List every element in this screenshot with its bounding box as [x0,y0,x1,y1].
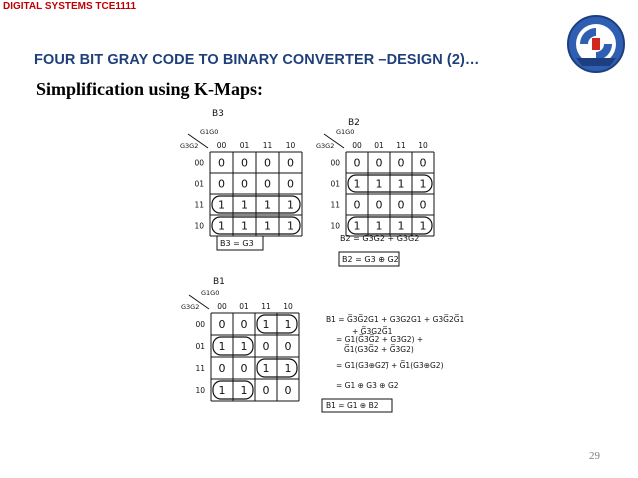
kmap-col-label: 11 [262,141,273,150]
page-number: 29 [589,450,600,462]
kmap-cell: 0 [262,384,270,397]
kmap-row-label: 01 [330,179,340,189]
kmap-col-label: 10 [285,141,296,150]
kmap-cell: 0 [218,362,226,375]
kmap-row-variable: G3G2 [180,142,199,150]
kmap-cell: 0 [397,156,405,170]
kmap-cell: 1 [262,362,270,375]
kmap-output-label: B3 [212,109,224,119]
derivation-line: B1 = G̅3G̅2G1 + G3G2G1 + G3G̅2G̅1 [326,315,465,324]
kmap-cell: 1 [241,219,248,233]
kmap-cell: 1 [419,219,427,233]
kmap-row-label: 11 [194,200,204,210]
kmap-output-label: B2 [348,118,360,128]
kmap-col-label: 11 [396,141,406,150]
kmap-cell: 1 [218,384,226,397]
kmap-cell: 1 [284,318,292,331]
kmap-result: B2 = G3̅G2 + G3G2̅ [340,234,420,243]
kmap-cell: 1 [264,219,271,233]
kmap-cell: 1 [287,219,294,233]
kmap-result: B3 = G3 [220,239,254,248]
kmap-row-label: 00 [194,158,204,168]
kmap-col-label: 10 [283,302,293,311]
kmap-cell: 1 [375,177,383,191]
kmap-cell: 0 [353,198,361,212]
kmap-cell: 0 [375,198,383,212]
kmap-cell: 1 [240,384,248,397]
kmap-col-variable: G1G0 [201,289,220,297]
kmap-cell: 0 [241,156,248,170]
kmap-cell: 0 [218,318,226,331]
kmap-col-label: 00 [216,141,227,150]
kmap-cell: 1 [419,177,427,191]
kmap-row-label: 10 [194,221,204,231]
kmap-col-label: 00 [217,302,227,311]
kmap-row-variable: G3G2 [316,142,335,150]
kmap-cell: 1 [397,219,405,233]
kmap-col-label: 01 [239,302,249,311]
derivation-line: = G1(G̅3G̅2 + G3G2) + [336,335,424,344]
slide-subtitle: Simplification using K-Maps: [36,79,264,99]
kmap-cell: 1 [262,318,270,331]
kmap-row-label: 10 [330,221,340,231]
kmap-output-label: B1 [213,277,225,287]
kmap-cell: 1 [218,340,226,353]
kmap-row-label: 00 [195,320,205,329]
kmap-cell: 0 [419,198,427,212]
kmap-row-label: 01 [194,179,204,189]
kmap-row-label: 01 [195,342,205,351]
kmap-col-variable: G1G0 [200,128,219,136]
kmap-cell: 0 [264,177,271,191]
kmap-cell: 0 [240,362,248,375]
kmap-col-variable: G1G0 [336,128,355,136]
kmap-cell: 0 [353,156,361,170]
kmap-cell: 1 [241,198,248,212]
kmap-cell: 1 [284,362,292,375]
kmap-cell: 1 [218,219,225,233]
kmap-col-label: 11 [261,302,271,311]
kmap-cell: 1 [397,177,405,191]
kmap-cell: 1 [287,198,294,212]
kmap-row-label: 00 [330,158,340,168]
kmap-row-label: 11 [330,200,340,210]
kmap-col-label: 10 [418,141,428,150]
kmap-cell: 0 [375,156,383,170]
kmap-result-xor: B2 = G3 ⊕ G2 [342,255,399,264]
kmap-cell: 0 [419,156,427,170]
kmap-col-label: 01 [239,141,250,150]
kmap-row-label: 10 [195,386,205,395]
kmap-cell: 1 [353,219,361,233]
kmap-cell: 0 [218,177,225,191]
kmap-cell: 0 [218,156,225,170]
kmap-cell: 0 [262,340,270,353]
kmap-col-label: 00 [352,141,362,150]
kmap-cell: 0 [287,156,294,170]
kmap-cell: 0 [240,318,248,331]
derivation-line: = G1(G3⊕G2)̅ + G̅1(G3⊕G2) [336,361,444,370]
slide-title: FOUR BIT GRAY CODE TO BINARY CONVERTER –DESIGN (2)… [34,52,480,68]
derivation-line: = G1 ⊕ G3 ⊕ G2 [336,381,399,390]
kmap-cell: 0 [284,340,292,353]
kmap-cell: 1 [240,340,248,353]
kmap-cell: 1 [353,177,361,191]
kmap-cell: 1 [375,219,383,233]
kmap-row-variable: G3G2 [181,303,200,311]
kmap-cell: 0 [287,177,294,191]
derivation-line: G̅1(G3G̅2 + G̅3G2) [344,345,414,354]
kmap-col-label: 01 [374,141,384,150]
kmap-cell: 0 [241,177,248,191]
kmap-cell: 0 [284,384,292,397]
kmap-cell: 1 [264,198,271,212]
kmap-row-label: 11 [195,364,205,373]
derivation-line: B1 = G1 ⊕ B2 [326,401,379,410]
kmap-cell: 0 [397,198,405,212]
kmap-cell: 1 [218,198,225,212]
course-label: DIGITAL SYSTEMS TCE1111 [3,1,137,12]
derivation-line: + G̅3G2G̅1 [352,327,393,336]
kmap-cell: 0 [264,156,271,170]
